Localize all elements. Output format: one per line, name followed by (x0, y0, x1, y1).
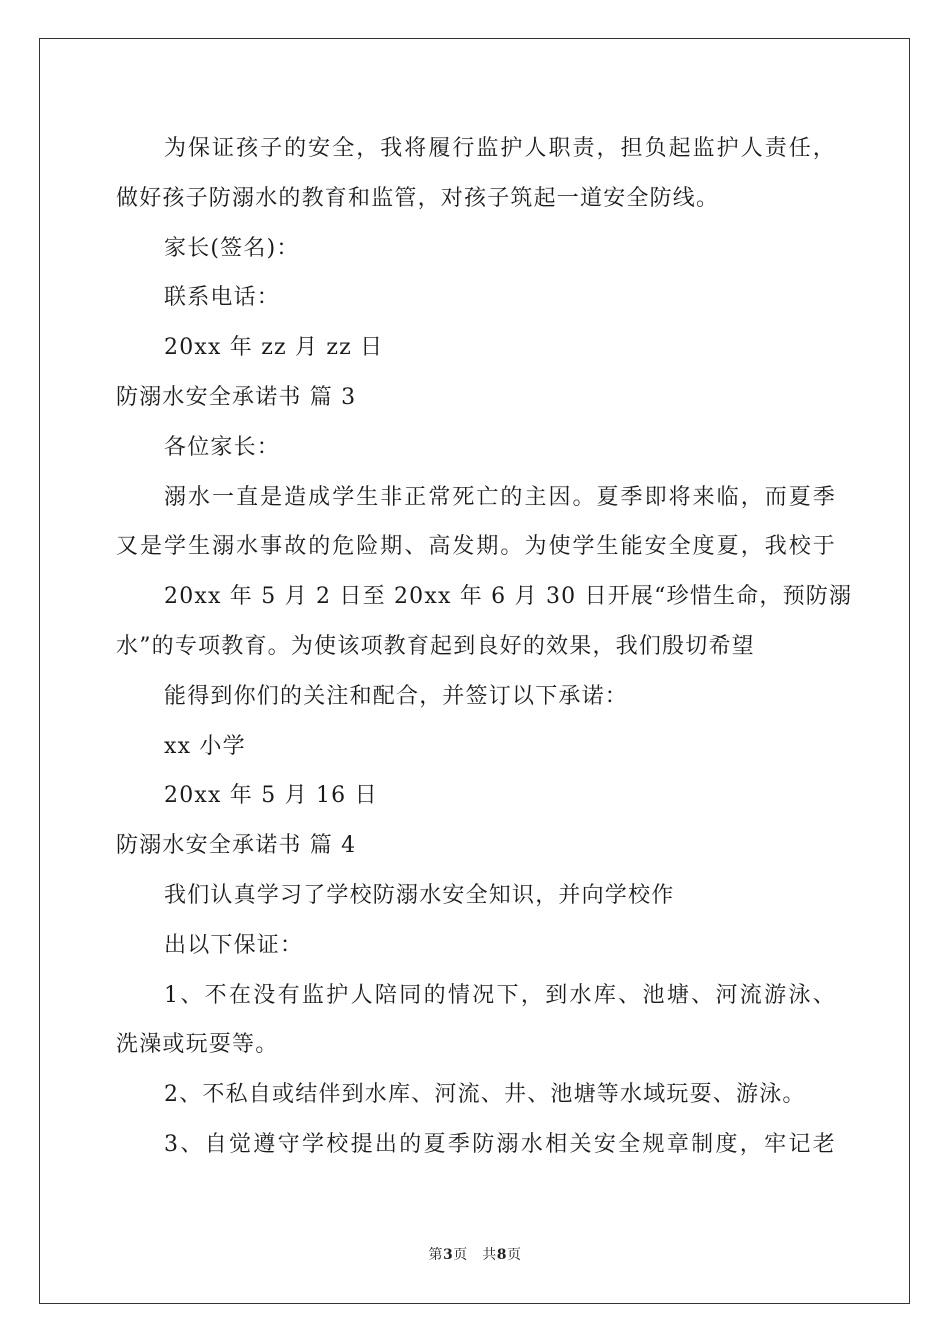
list-item: 2、不私自或结伴到水库、河流、井、池塘等水域玩耍、游泳。 (164, 1082, 806, 1108)
date-line: 20xx 年 5 月 16 日 (164, 783, 378, 809)
section-heading: 防溺水安全承诺书 篇 4 (116, 833, 357, 859)
school-name: xx 小学 (164, 733, 246, 759)
paragraph-line: 出以下保证： (164, 932, 304, 958)
phone-label: 联系电话： (164, 285, 281, 311)
section-heading: 防溺水安全承诺书 篇 3 (116, 384, 357, 410)
paragraph-line: 我们认真学习了学校防溺水安全知识，并向学校作 (164, 882, 675, 908)
date-line: 20xx 年 zz 月 zz 日 (164, 335, 384, 361)
paragraph-line: 能得到你们的关注和配合，并签订以下承诺： (164, 683, 629, 709)
footer-prefix: 第 (428, 1247, 443, 1263)
paragraph-line: 水”的专项教育。为使该项教育起到良好的效果，我们殷切希望 (116, 633, 755, 659)
paragraph-line: 溺水一直是造成学生非正常死亡的主因。夏季即将来临，而夏季 (164, 484, 836, 510)
document-body (116, 124, 853, 1170)
page-footer (0, 1244, 950, 1264)
paragraph-line: 为保证孩子的安全，我将履行监护人职责，担负起监护人责任， (164, 136, 836, 161)
footer-suffix: 页 (507, 1247, 522, 1263)
paragraph-line: 做好孩子防溺水的教育和监管，对孩子筑起一道安全防线。 (116, 185, 720, 211)
footer-middle: 页 共 (453, 1247, 497, 1263)
list-item: 3、自觉遵守学校提出的夏季防溺水相关安全规章制度，牢记老 (164, 1131, 836, 1157)
footer-total-pages: 8 (496, 1247, 507, 1263)
signature-label: 家长(签名)： (164, 235, 300, 261)
paragraph-line: 又是学生溺水事故的危险期、高发期。为使学生能安全度夏，我校于 (116, 534, 836, 560)
list-item-continuation: 洗澡或玩耍等。 (116, 1032, 279, 1058)
list-item: 1、不在没有监护人陪同的情况下，到水库、池塘、河流游泳、 (164, 982, 836, 1008)
paragraph-line: 20xx 年 5 月 2 日至 20xx 年 6 月 30 日开展“珍惜生命，预防溺 (164, 584, 853, 610)
footer-page-number: 3 (443, 1247, 454, 1263)
salutation: 各位家长： (164, 434, 281, 460)
